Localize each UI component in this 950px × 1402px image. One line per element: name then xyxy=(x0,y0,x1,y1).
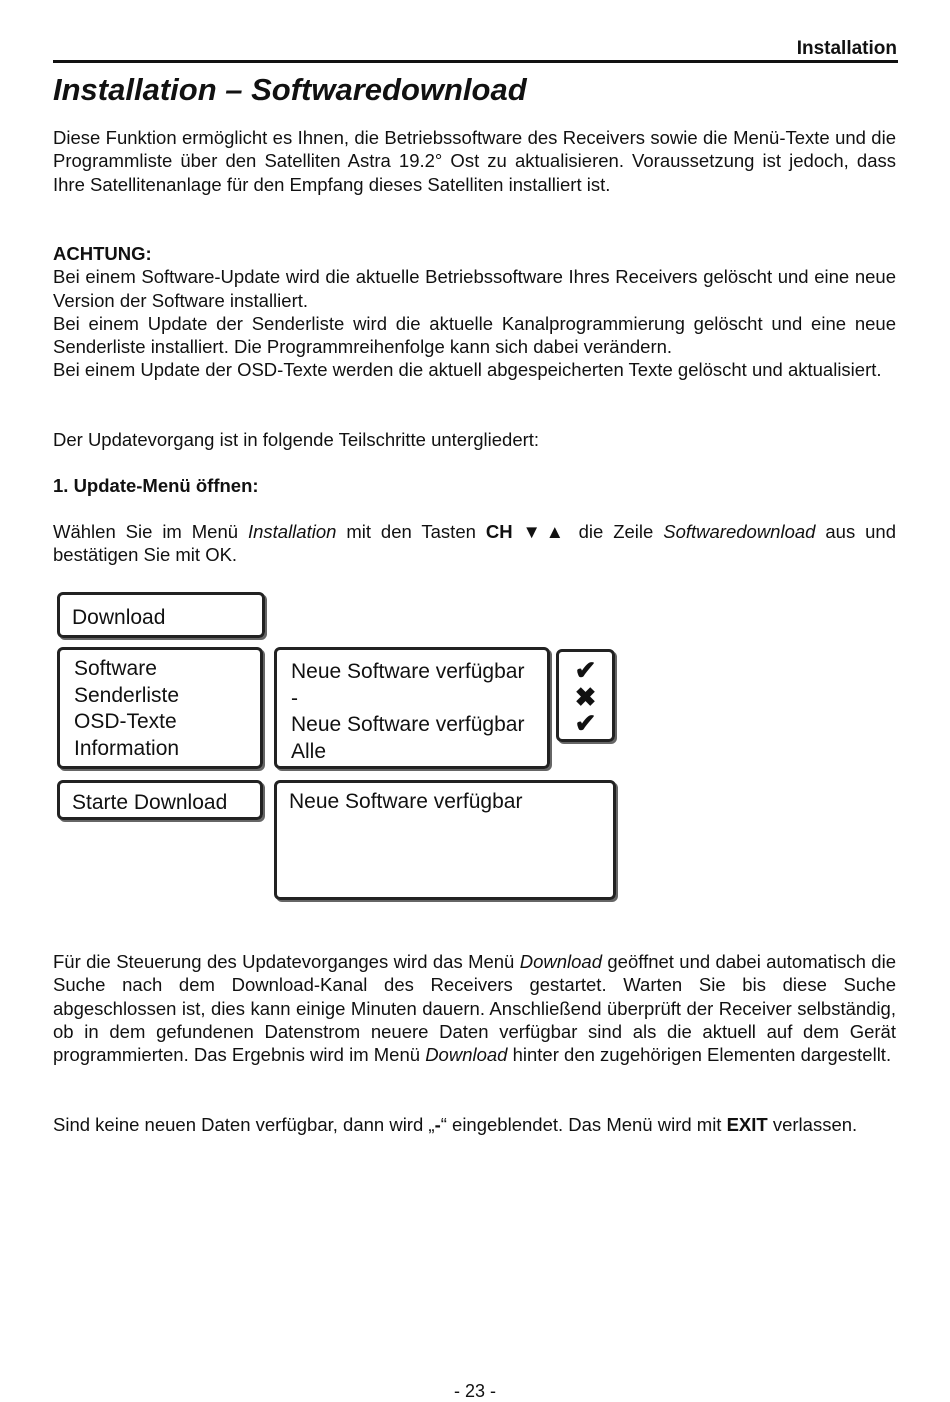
start-download-button[interactable] xyxy=(57,780,263,820)
download-status-box xyxy=(274,647,550,769)
text-run: verlassen. xyxy=(767,1114,858,1135)
text-run: Sind keine neuen Daten verfügbar, dann wird „ xyxy=(53,1114,435,1135)
page-title: Installation – Softwaredownload xyxy=(53,72,527,107)
warning-line: Bei einem Update der Senderliste wird die aktuelle Kanalprogrammierung gelöscht und eine neue Senderliste installiert. Die Programmreihenfolge kann sich dabei verändern. xyxy=(53,312,896,358)
cross-icon: ✖ xyxy=(574,681,597,712)
text-run: aus und bestätigen Sie mit OK. xyxy=(53,521,896,566)
steps-intro: Der Updatevorgang ist in folgende Teilschritte untergliedert: xyxy=(53,429,540,450)
status-information: Alle xyxy=(291,739,327,763)
key-reference: CH ▼▲ xyxy=(485,521,569,542)
download-items-box xyxy=(57,647,263,769)
exit-paragraph xyxy=(53,1113,896,1136)
menu-reference: Installation xyxy=(247,521,337,542)
page-number: - 23 - xyxy=(453,1381,496,1401)
menu-item-information[interactable]: Information xyxy=(74,736,180,760)
text-run: geöffnet und dabei automatisch die Suche nach dem Download-Kanal des Receivers gestartet. Warten Sie bis diese Suche abgeschlossen ist, dies kann einige Minuten dauern. Anschließend überprüft der Receiver selbständig, ob in dem gefundenen Datenstrom neuere Daten verfügbar sind als die aktuell auf dem Gerät programmierten. Das Ergebnis wird im Menü xyxy=(53,951,896,1066)
marks-box xyxy=(556,649,615,742)
info-text: Neue Software verfügbar xyxy=(289,790,523,813)
step-heading: 1. Update-Menü öffnen: xyxy=(53,475,259,496)
menu-item-senderliste[interactable]: Senderliste xyxy=(74,683,180,707)
check-icon: ✔ xyxy=(574,708,597,738)
start-download-label: Starte Download xyxy=(72,791,228,814)
status-osd-texte: Neue Software verfügbar xyxy=(291,713,525,736)
text-run: “ eingeblendet. Das Menü wird mit xyxy=(440,1114,727,1135)
status-software: Neue Software verfügbar xyxy=(291,660,525,683)
check-icon: ✔ xyxy=(574,655,597,685)
key-reference: EXIT xyxy=(726,1114,768,1135)
menu-title: Download xyxy=(72,606,166,629)
warning-block xyxy=(53,242,896,382)
download-menu-title-box xyxy=(57,592,265,638)
menu-reference: Download xyxy=(425,1044,508,1066)
header-rule xyxy=(53,60,898,63)
warning-line: Bei einem Update der OSD-Texte werden die aktuell abgespeicherten Texte gelöscht und aktualisiert. xyxy=(53,359,882,381)
warning-heading: ACHTUNG: xyxy=(53,243,152,264)
text-run: die Zeile xyxy=(568,521,664,542)
status-senderliste: - xyxy=(291,686,298,710)
dash-symbol: - xyxy=(434,1114,441,1135)
text-run: mit den Tasten xyxy=(336,521,486,542)
menu-item-osd-texte[interactable]: OSD-Texte xyxy=(74,710,177,733)
text-run: Für die Steuerung des Updatevorganges wird das Menü xyxy=(53,951,520,972)
text-run: Wählen Sie im Menü xyxy=(53,521,248,542)
menu-item-reference: Softwaredownload xyxy=(663,521,816,542)
intro-paragraph: Diese Funktion ermöglicht es Ihnen, die Betriebssoftware des Receivers sowie die Menü-Texte und die Programmliste über den Satelliten Astra 19.2° Ost zu aktualisieren. Voraussetzung ist jedoch, dass Ihre Satellitenanlage für den Empfang dieses Satelliten installiert ist. xyxy=(53,127,896,195)
text-run: hinter den zugehörigen Elementen dargestellt. xyxy=(507,1044,892,1066)
step1-paragraph xyxy=(53,520,896,567)
step1-heading xyxy=(53,474,896,497)
warning-line: Bei einem Software-Update wird die aktuelle Betriebssoftware Ihres Receivers gelöscht und eine neue Version der Software installiert. xyxy=(53,266,896,311)
section-header: Installation xyxy=(796,38,897,59)
download-paragraph xyxy=(53,950,896,1066)
menu-item-software[interactable]: Software xyxy=(74,657,157,680)
info-panel xyxy=(274,780,616,900)
menu-reference: Download xyxy=(519,951,603,972)
